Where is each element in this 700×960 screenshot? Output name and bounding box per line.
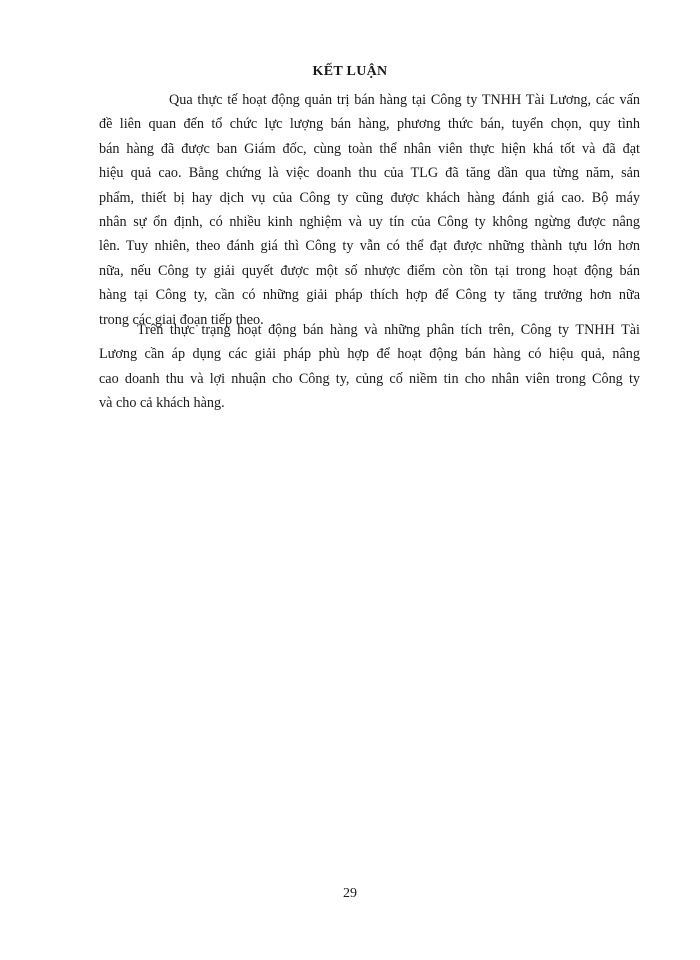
paragraph-line: nữa, nếu Công ty giải quyết được một số nhược điểm còn tồn tại trong hoạt động bán bbox=[99, 262, 640, 279]
paragraph-1 bbox=[99, 88, 640, 332]
page-number: 29 bbox=[343, 886, 357, 901]
paragraph-line: hàng tại Công ty, cần có những giải pháp thích hợp để Công ty tăng trưởng hơn nữa bbox=[99, 287, 640, 304]
paragraph-line: trong các giai đoạn tiếp theo. bbox=[99, 311, 264, 328]
paragraph-line: cao doanh thu và lợi nhuận cho Công ty, củng cố niềm tin cho nhân viên trong Công ty bbox=[99, 370, 640, 387]
paragraph-line: nhân sự ổn định, có nhiều kinh nghiệm và uy tín của Công ty không ngừng được nâng bbox=[99, 213, 640, 230]
paragraph-line: Trên thực trạng hoạt động bán hàng và những phân tích trên, Công ty TNHH Tài bbox=[137, 322, 640, 338]
paragraph-line: Qua thực tế hoạt động quản trị bán hàng tại Công ty TNHH Tài Lương, các vấn bbox=[169, 92, 640, 108]
paragraph-line: Lương cần áp dụng các giải pháp phù hợp để hoạt động bán hàng có hiệu quả, nâng bbox=[99, 346, 640, 363]
paragraph-line: phẩm, thiết bị hay dịch vụ của Công ty cũng được khách hàng đánh giá cao. Bộ máy bbox=[99, 189, 640, 206]
paragraph-line: và cho cả khách hàng. bbox=[99, 395, 225, 412]
page-title: KẾT LUẬN bbox=[312, 64, 388, 79]
paragraph-line: hiệu quả cao. Bằng chứng là việc doanh thu của TLG đã tăng dần qua từng năm, sản bbox=[99, 165, 640, 182]
paragraph-line: đề liên quan đến tổ chức lực lượng bán hàng, phương thức bán, tuyển chọn, quy tình bbox=[99, 116, 640, 133]
paragraph-line: bán hàng đã được ban Giám đốc, cùng toàn thể nhân viên thực hiện khá tốt và đã đạt bbox=[99, 140, 640, 157]
paragraph-line: lên. Tuy nhiên, theo đánh giá thì Công ty vẫn có thể đạt được những thành tựu lớn hơn bbox=[99, 238, 640, 255]
